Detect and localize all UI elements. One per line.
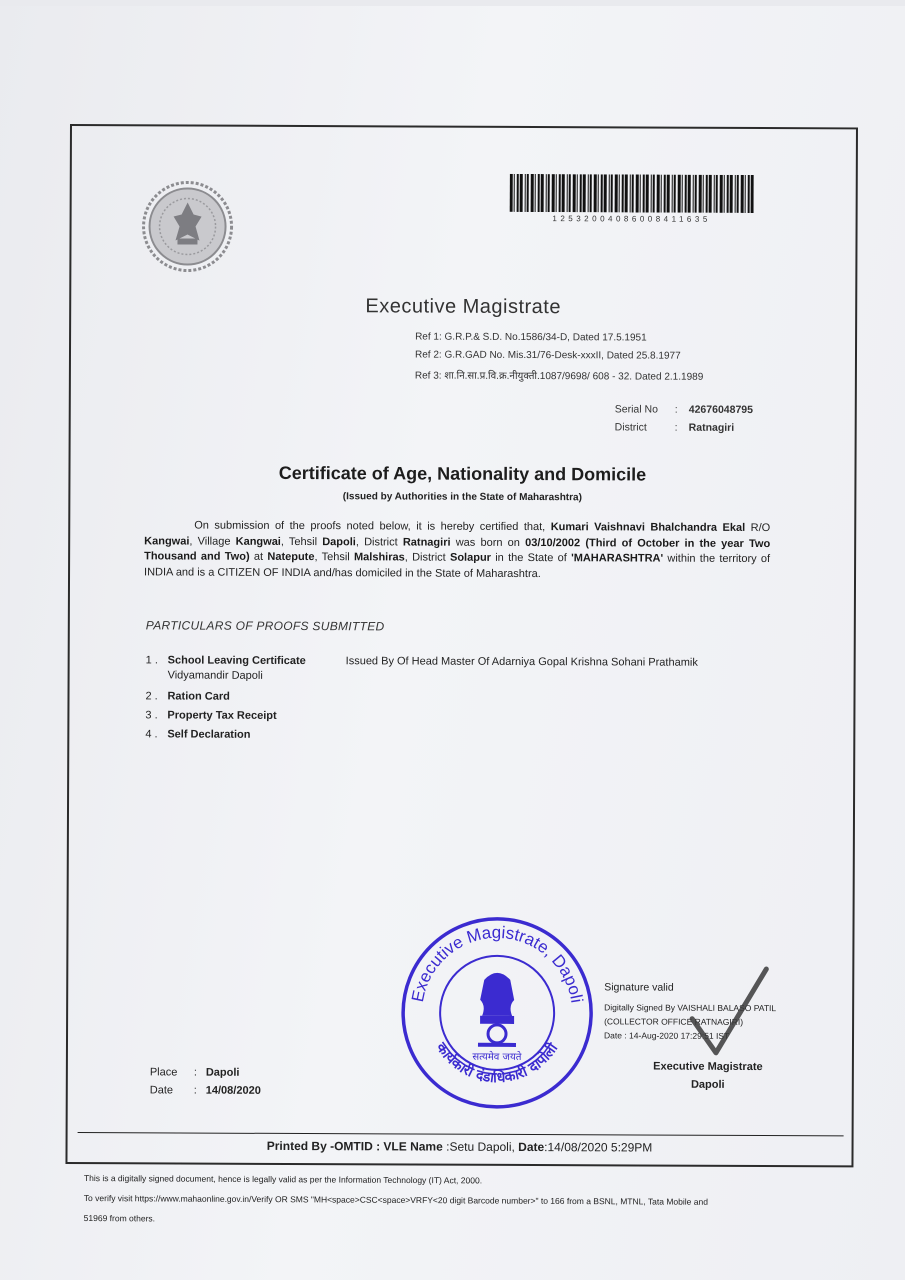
place-row [150, 1066, 240, 1078]
certificate-body [144, 518, 770, 583]
stamp-motto: सत्यमेव जयते [472, 1051, 522, 1063]
barcode-bar [735, 175, 736, 213]
item-number: 1 . [145, 654, 158, 667]
barcode-bar [720, 175, 723, 213]
barcode-bar [706, 175, 708, 213]
body-text: was born on [450, 536, 526, 549]
footer-line: This is a digitally signed document, hence is legally valid as per the Information Technology (IT) Act, 2000. [83, 1172, 483, 1186]
barcode-bar [588, 174, 589, 212]
divider [78, 1132, 844, 1136]
barcode-bar [643, 174, 645, 212]
barcode-bar [640, 174, 641, 212]
barcode-bar [580, 174, 582, 212]
body-text: , Village [189, 535, 236, 548]
footer-line: To verify visit https://www.mahaonline.gov.in/Verify OR SMS "MH<space>CSC<space>VRFY<20 digit Barcode number>" to 166 from a BSNL, MTNL, Tata Mobile and [83, 1192, 708, 1207]
proof-issuer: Issued By Of Head Master Of Adarniya Gopal Krishna Sohani Prathamik [345, 655, 698, 669]
barcode-bar [556, 174, 557, 212]
barcode-bar [674, 175, 676, 213]
barcode-bar [703, 175, 704, 213]
barcode-bar [573, 174, 576, 212]
barcode-bar [609, 174, 610, 212]
proof-name: Self Declaration [167, 728, 251, 741]
barcode-bar [688, 175, 691, 213]
barcode-bar [653, 175, 655, 213]
separator: : [674, 421, 678, 434]
barcode-bar [685, 175, 687, 213]
proof-name: Property Tax Receipt [167, 709, 277, 722]
barcode-bar [611, 174, 613, 212]
signature-status: Signature valid [604, 981, 674, 994]
district-label: District [614, 421, 647, 434]
barcode-bar [682, 175, 683, 213]
district-value: Ratnagiri [688, 421, 735, 434]
barcode-bar [546, 174, 547, 212]
proofs-heading: PARTICULARS OF PROOFS SUBMITTED [145, 618, 385, 634]
signatory-place: Dapoli [690, 1078, 725, 1091]
barcode-bar [562, 174, 565, 212]
barcode-bar [727, 175, 729, 213]
serial-number-row [615, 403, 753, 416]
barcode-bar [538, 174, 540, 212]
birth-state: 'MAHARASHTRA' [571, 552, 664, 565]
printed-date-label: Date [518, 1139, 545, 1155]
footer-note [84, 1168, 864, 1233]
barcode-bar [748, 175, 750, 213]
checkmark-icon [686, 965, 772, 1061]
barcode-bar [598, 174, 599, 212]
body-text: , Tehsil [314, 551, 355, 564]
list-item [145, 728, 765, 750]
reference-3: Ref 3: शा.नि.सा.प्र.वि.क्र.नीयुक्ती.1087/9698/ 608 - 32. Dated 2.1.1989 [414, 370, 704, 383]
barcode-bar [567, 174, 568, 212]
body-text: at [249, 550, 268, 563]
official-stamp [398, 913, 597, 1112]
holder-name: Kumari Vaishnavi Bhalchandra Ekal [550, 521, 746, 534]
serial-label: Serial No [614, 403, 658, 416]
barcode-bar [672, 175, 673, 213]
barcode-bar [709, 175, 712, 213]
body-text: , Tehsil [280, 535, 323, 548]
printed-by-value: :Setu Dapoli, [442, 1139, 519, 1154]
proof-name: Ration Card [167, 690, 230, 703]
barcode-bar [678, 175, 681, 213]
separator: : [193, 1066, 197, 1079]
barcode-bar [577, 174, 578, 212]
barcode-bar [622, 174, 624, 212]
barcode-bar [651, 175, 652, 213]
date-label: Date [149, 1084, 174, 1097]
barcode-bar [520, 174, 523, 212]
barcode-bar [699, 175, 702, 213]
barcode-bar [695, 175, 697, 213]
barcode-bar [625, 174, 628, 212]
body-text: R/O [745, 521, 771, 535]
place-value: Dapoli [205, 1066, 240, 1079]
barcode-bar [636, 174, 639, 212]
barcode-bar [630, 174, 631, 212]
signature-date: Date : 14-Aug-2020 17:29:51 IST [604, 1030, 730, 1041]
barcode-bar [527, 174, 529, 212]
item-number: 2 . [145, 690, 158, 703]
barcode-bar [751, 175, 754, 213]
barcode-bar [601, 174, 603, 212]
printed-date-value: :14/08/2020 5:29PM [544, 1140, 653, 1155]
stamp-bottom-text: कार्यकारी दंडाधिकारी दापोली [432, 1040, 562, 1087]
reference-1: Ref 1: G.R.P.& S.D. No.1586/34-D, Dated 17.5.1951 [415, 331, 647, 344]
proofs-list [145, 654, 765, 750]
body-text: , District [355, 535, 403, 548]
barcode-bar [535, 174, 536, 212]
barcode-bar [657, 175, 660, 213]
signer-office: (COLLECTOR OFFICE RATNAGIRI) [604, 1016, 744, 1027]
barcode-bar [737, 175, 739, 213]
barcode-bar [745, 175, 746, 213]
printed-by-line [68, 1138, 852, 1155]
stamp-top-text: Executive Magistrate, Dapoli [407, 922, 587, 1005]
barcode-bar [552, 174, 555, 212]
barcode-bar [724, 175, 725, 213]
certificate-title: Certificate of Age, Nationality and Domicile [278, 462, 647, 485]
barcode-bar [619, 174, 620, 212]
barcode-bar [569, 174, 571, 212]
barcode-bar [646, 175, 649, 213]
separator: : [193, 1084, 197, 1097]
barcode-bar [632, 174, 634, 212]
barcode-bar [661, 175, 662, 213]
barcode-bar [548, 174, 550, 212]
date-value: 14/08/2020 [205, 1084, 261, 1097]
barcode-bar [664, 175, 666, 213]
barcode-bar [531, 174, 534, 212]
serial-value: 42676048795 [688, 403, 754, 416]
body-text: , District [404, 551, 451, 564]
barcode-bar [730, 175, 733, 213]
body-text: within the territory of INDIA and is a CITIZEN OF INDIA and/has domiciled in the State of Maharashtra. [144, 552, 771, 580]
reference-2: Ref 2: G.R.GAD No. Mis.31/76-Desk-xxxII, Dated 25.8.1977 [414, 349, 681, 362]
barcode-bar [594, 174, 597, 212]
barcode-bar [693, 175, 694, 213]
barcode-bar [615, 174, 618, 212]
signatory-title: Executive Magistrate [653, 1060, 763, 1074]
proof-name: School Leaving Certificate [167, 654, 306, 668]
separator: : [674, 403, 678, 416]
barcode-bar [590, 174, 592, 212]
lion-capital-icon [478, 973, 516, 1047]
barcode-bar [583, 174, 586, 212]
barcode-bar [514, 174, 515, 212]
certificate-subtitle: (Issued by Authorities in the State of Maharashtra) [342, 491, 582, 504]
barcode-bar [559, 174, 561, 212]
place-label: Place [149, 1066, 178, 1079]
birth-district: Solapur [449, 551, 491, 564]
certificate-page [0, 6, 905, 1280]
birth-place: Natepute [267, 550, 315, 564]
printed-by-label: Printed By -OMTID : VLE Name [266, 1138, 443, 1154]
district: Ratnagiri [402, 535, 451, 549]
signed-by: Digitally Signed By VAISHALI BALASO PATIL [604, 1002, 777, 1014]
district-row [615, 421, 735, 434]
barcode-bar [541, 174, 544, 212]
date-of-birth: 03/10/2002 (Third of October in the year Two Thousand and Two) [144, 536, 771, 563]
barcode-bar [716, 175, 718, 213]
barcode-bar [714, 175, 715, 213]
proof-issuer-cont: Vidyamandir Dapoli [167, 669, 263, 682]
office-title: Executive Magistrate [365, 295, 562, 319]
body-text: On submission of the proofs noted below, it is hereby certified that, [194, 519, 551, 534]
barcode [510, 174, 754, 213]
barcode-bar [510, 174, 513, 212]
barcode-bar [741, 175, 744, 213]
certificate-frame [65, 124, 858, 1167]
item-number: 3 . [145, 709, 158, 722]
birth-tehsil: Malshiras [353, 551, 405, 564]
state-emblem-seal [141, 180, 233, 272]
item-number: 4 . [145, 728, 158, 741]
date-row [150, 1084, 261, 1096]
barcode-bar [667, 175, 670, 213]
residence-place: Kangwai [144, 534, 190, 548]
footer-line: 51969 from others. [83, 1212, 156, 1224]
barcode-number: 12532004086008411635 [552, 214, 711, 224]
tehsil: Dapoli [322, 535, 356, 548]
village: Kangwai [235, 535, 281, 548]
list-item [146, 654, 766, 693]
barcode-bar [525, 174, 526, 212]
barcode-bar [517, 174, 519, 212]
barcode-bar [604, 174, 607, 212]
body-text: in the State of [490, 551, 572, 565]
